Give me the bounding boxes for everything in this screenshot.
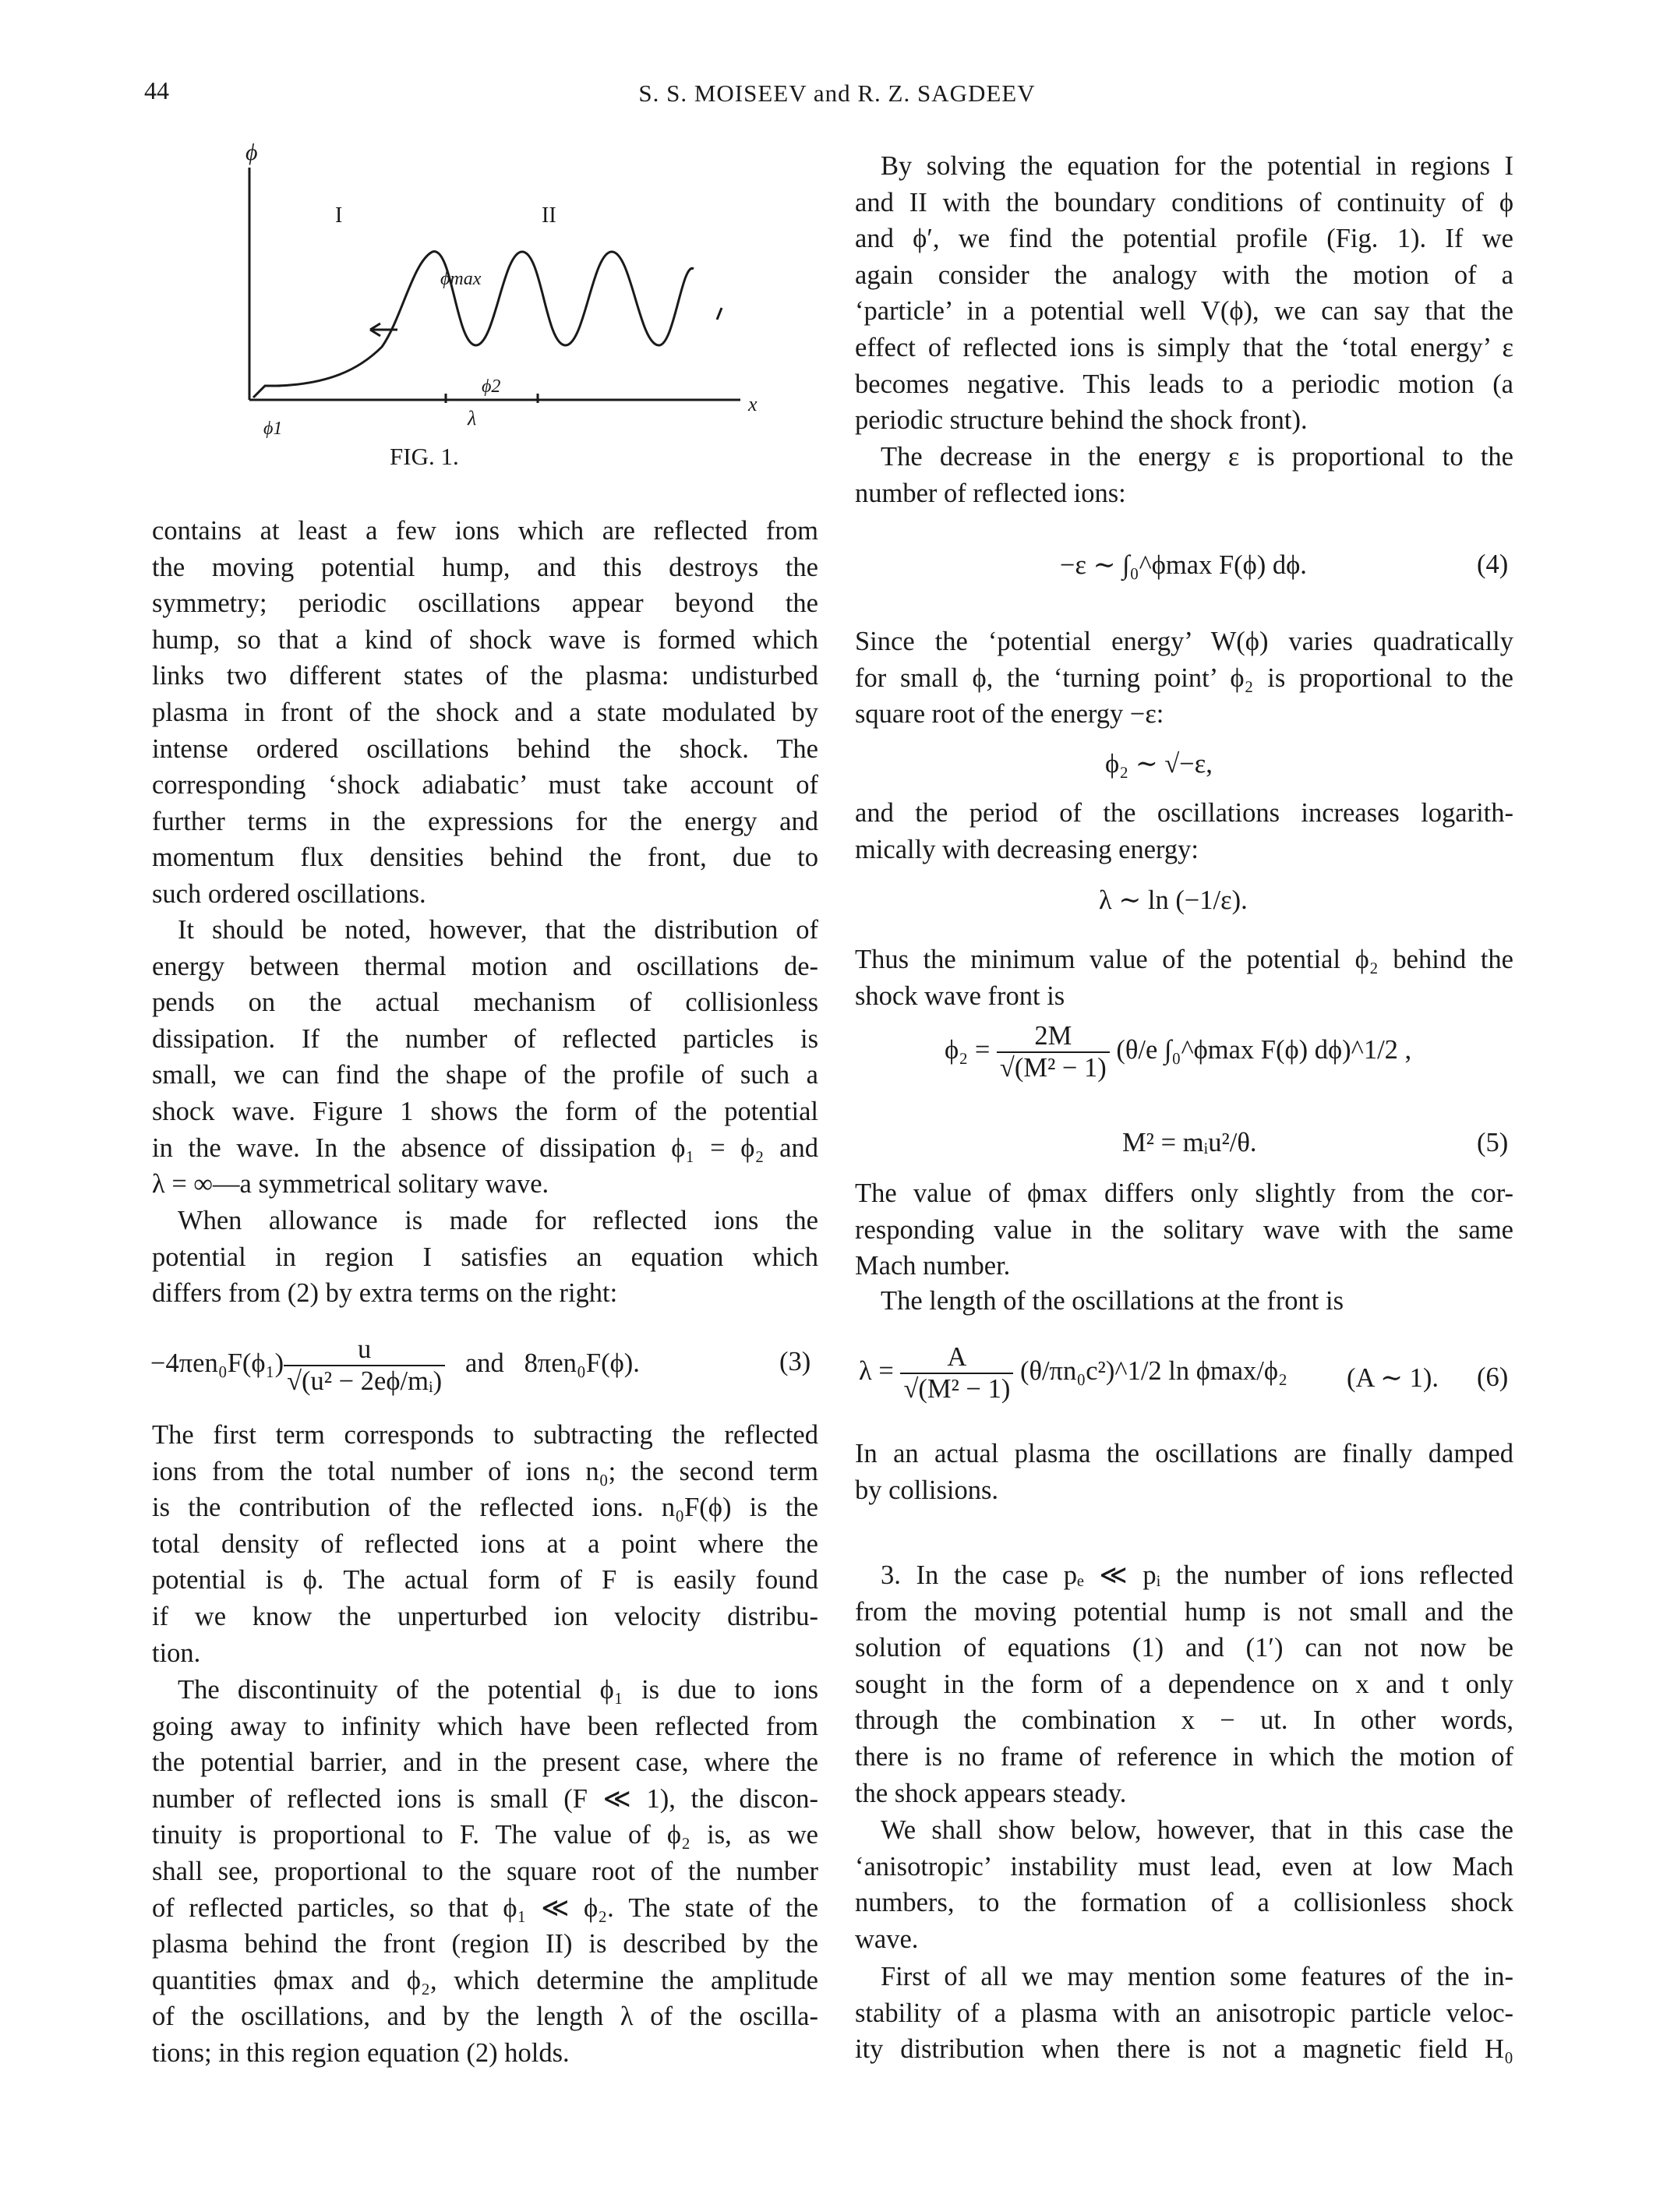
figure-1 (234, 136, 779, 448)
text-line: The length of the oscillations at the front is (881, 1286, 1344, 1316)
text-line: ‘particle’ in a potential well V(ϕ), we can say that the (855, 296, 1513, 327)
text-line: periodic structure behind the shock front). (855, 405, 1308, 436)
right-para-5 (855, 942, 1513, 1014)
eq5-lhs: ϕ₂ = (945, 1034, 991, 1065)
text-line: tion. (152, 1638, 201, 1668)
right-para-2 (855, 439, 1513, 511)
text-line: By solving the equation for the potential in regions I (881, 151, 1513, 181)
text-line: plasma behind the front (region II) is described by the (152, 1929, 818, 1959)
text-line: wave. (855, 1924, 919, 1954)
text-line: effect of reflected ions is simply that the ‘total energy’ ε (855, 332, 1513, 362)
left-para-4 (152, 1417, 818, 1671)
equation-phi2: ϕ₂ ∼ √−ε, (1105, 749, 1213, 779)
text-line: ity distribution when there is not a magnetic field H₀ (855, 2034, 1513, 2065)
eq3-lhs: −4πen₀F(ϕ₁) (150, 1348, 284, 1378)
equation-4: −ε ∼ ∫₀^ϕmax F(ϕ) dϕ. (1060, 550, 1307, 580)
left-para-3 (152, 1203, 818, 1312)
left-para-5 (152, 1672, 818, 2072)
text-line: the moving potential hump, and this destroys the (152, 552, 818, 582)
text-line: of the oscillations, and by the length λ of the oscilla- (152, 2002, 818, 2032)
equation-3-number: (3) (779, 1347, 811, 1376)
text-line: mically with decreasing energy: (855, 834, 1199, 864)
text-line: going away to infinity which have been reflected from (152, 1711, 818, 1741)
eq6-numerator: A (900, 1342, 1013, 1374)
text-line: responding value in the solitary wave with the same (855, 1214, 1513, 1245)
text-line: and ϕ′, we find the potential profile (Fig. 1). If we (855, 224, 1513, 254)
text-line: square root of the energy −ε: (855, 699, 1164, 730)
eq3-and: and (464, 1348, 504, 1378)
text-line: from the moving potential hump is not small and the (855, 1596, 1513, 1627)
text-line: Mach number. (855, 1251, 1011, 1281)
text-line: stability of a plasma with an anisotropic particle veloc- (855, 1998, 1513, 2028)
right-para-4 (855, 795, 1513, 867)
text-line: numbers, to the formation of a collisionless shock (855, 1888, 1513, 1918)
text-line: In an actual plasma the oscillations are finally damped (855, 1439, 1513, 1468)
equation-4-number: (4) (1477, 549, 1509, 579)
text-line: solution of equations (1) and (1′) can not now be (855, 1633, 1513, 1663)
x-axis-label: x (748, 393, 758, 415)
text-line: shock wave front is (855, 981, 1065, 1011)
text-line: energy between thermal motion and oscillations de- (152, 951, 818, 981)
text-line: such ordered oscillations. (152, 878, 426, 909)
text-line: The first term corresponds to subtracting the reflected (152, 1420, 818, 1450)
text-line: in the wave. In the absence of dissipation ϕ₁ = ϕ₂ and (152, 1133, 818, 1163)
text-line: shock wave. Figure 1 shows the form of the potential (152, 1096, 818, 1126)
text-line: links two different states of the plasma: undisturbed (152, 661, 818, 691)
text-line: by collisions. (855, 1475, 999, 1505)
text-line: again consider the analogy with the motion of a (855, 260, 1513, 290)
text-line: potential in region I satisfies an equation which (152, 1242, 818, 1272)
equation-5-line-2: M² = mᵢu²/θ. (1122, 1128, 1257, 1157)
text-line: the shock appears steady. (855, 1778, 1127, 1808)
text-line: becomes negative. This leads to a periodic motion (a (855, 369, 1513, 399)
region-i-label: I (335, 203, 343, 228)
eq5-fraction (997, 1021, 1110, 1083)
text-line: pends on the actual mechanism of collisionless (152, 988, 818, 1018)
text-line: Thus the minimum value of the potential ϕ₂ behind the (855, 945, 1513, 974)
equation-6-number: (6) (1477, 1362, 1509, 1392)
running-head: S. S. MOISEEV and R. Z. SAGDEEV (638, 80, 1036, 107)
text-line: First of all we may mention some features of the in- (881, 1962, 1513, 1991)
text-line: ‘anisotropic’ instability must lead, even at low Mach (855, 1851, 1513, 1882)
eq3-fraction (284, 1334, 445, 1397)
equation-5-number: (5) (1477, 1128, 1509, 1157)
eq5-rest: (θ/e ∫₀^ϕmax F(ϕ) dϕ)^1/2 , (1116, 1034, 1412, 1065)
text-line: potential is ϕ. The actual form of F is easily found (152, 1565, 818, 1595)
text-line: number of reflected ions is small (F ≪ 1), the discon- (152, 1783, 818, 1814)
text-line: The discontinuity of the potential ϕ₁ is due to ions (178, 1675, 818, 1705)
text-line: the potential barrier, and in the present case, where the (152, 1747, 818, 1778)
text-line: through the combination x − ut. In other words, (855, 1705, 1513, 1736)
text-line: quantities ϕmax and ϕ₂, which determine the amplitude (152, 1965, 818, 1995)
eq6-denominator: √(M² − 1) (903, 1374, 1011, 1404)
text-line: corresponding ‘shock adiabatic’ must take account of (152, 770, 818, 800)
page-number: 44 (144, 76, 169, 104)
right-para-6 (855, 1175, 1513, 1284)
text-line: It should be noted, however, that the distribution of (178, 915, 818, 945)
text-line: The decrease in the energy ε is proportional to the (881, 442, 1513, 472)
text-line: total density of reflected ions at a point where the (152, 1528, 818, 1559)
text-line: shall see, proportional to the square root of the number (152, 1856, 818, 1886)
eq3-denominator: √(u² − 2eϕ/mᵢ) (287, 1366, 443, 1396)
equation-6 (859, 1342, 1287, 1405)
potential-curve (277, 252, 694, 386)
text-line: λ = ∞—a symmetrical solitary wave. (152, 1169, 549, 1200)
text-line: Since the ‘potential energy’ W(ϕ) varies quadratically (855, 627, 1513, 656)
text-line: for small ϕ, the ‘turning point’ ϕ₂ is proportional to the (855, 663, 1513, 693)
text-line: and II with the boundary conditions of continuity of ϕ (855, 187, 1513, 217)
equation-lambda: λ ∼ ln (−1/ε). (1099, 885, 1248, 915)
eq3-rhs: 8πen₀F(ϕ). (524, 1348, 640, 1378)
eq6-fraction (900, 1342, 1013, 1405)
text-line: momentum flux densities behind the front, due to (152, 843, 818, 873)
lambda-label: λ (468, 407, 477, 429)
text-line: small, we can find the shape of the profile of such a (152, 1060, 818, 1090)
right-para-1 (855, 148, 1513, 439)
right-para-10 (855, 1812, 1513, 1957)
text-line: intense ordered oscillations behind the shock. The (152, 733, 818, 764)
text-line: tions; in this region equation (2) holds. (152, 2037, 570, 2068)
eq6-lhs: λ = (859, 1355, 894, 1386)
phi-max-label: ϕmax (440, 269, 482, 289)
phi-2-label: ϕ2 (482, 376, 501, 397)
text-line: contains at least a few ions which are reflected from (152, 516, 818, 546)
text-line: symmetry; periodic oscillations appear beyond the (152, 588, 818, 619)
right-para-9 (855, 1557, 1513, 1811)
text-line: differs from (2) by extra terms on the right: (152, 1278, 618, 1309)
text-line: further terms in the expressions for the energy and (152, 806, 818, 836)
eq3-numerator: u (284, 1334, 445, 1366)
equation-6-condition: (A ∼ 1). (1347, 1363, 1439, 1393)
text-line: ions from the total number of ions n₀; the second term (152, 1456, 818, 1486)
phi1-step (253, 386, 281, 398)
left-para-1 (152, 513, 818, 913)
text-line: if we know the unperturbed ion velocity distribu- (152, 1601, 818, 1631)
figure-caption: FIG. 1. (390, 443, 459, 470)
right-para-11 (855, 1959, 1513, 2068)
text-line: number of reflected ions: (855, 478, 1126, 508)
eq5-denominator: √(M² − 1) (999, 1053, 1107, 1083)
text-line: hump, so that a kind of shock wave is formed which (152, 624, 818, 655)
text-line: of reflected particles, so that ϕ₁ ≪ ϕ₂. The state of the (152, 1892, 818, 1923)
text-line: there is no frame of reference in which the motion of (855, 1741, 1513, 1772)
eq6-rest: (θ/πn₀c²)^1/2 ln ϕmax/ϕ₂ (1019, 1355, 1288, 1386)
y-axis-label: ϕ (245, 140, 258, 165)
equation-5 (945, 1021, 1411, 1083)
text-line: 3. In the case pₑ ≪ pᵢ the number of ions reflected (881, 1560, 1513, 1590)
text-line: tinuity is proportional to F. The value of ϕ₂ is, as we (152, 1820, 818, 1850)
right-para-8 (855, 1436, 1513, 1508)
right-para-3 (855, 624, 1513, 733)
dash-end (717, 308, 722, 320)
text-line: dissipation. If the number of reflected particles is (152, 1023, 818, 1054)
equation-3 (150, 1334, 640, 1397)
eq5-numerator: 2M (997, 1021, 1110, 1053)
left-para-2 (152, 912, 818, 1203)
text-line: The value of ϕmax differs only slightly from the cor- (855, 1178, 1513, 1208)
text-line: sought in the form of a dependence on x and t only (855, 1669, 1513, 1699)
text-line: is the contribution of the reflected ions. n₀F(ϕ) is the (152, 1493, 818, 1523)
text-line: When allowance is made for reflected ions the (178, 1206, 818, 1235)
region-ii-label: II (542, 203, 556, 228)
text-line: plasma in front of the shock and a state modulated by (152, 697, 818, 727)
phi-1-label: ϕ1 (263, 419, 283, 439)
right-para-7 (855, 1283, 1513, 1320)
text-line: and the period of the oscillations increases logarith- (855, 798, 1513, 828)
text-line: We shall show below, however, that in this case the (881, 1815, 1513, 1845)
